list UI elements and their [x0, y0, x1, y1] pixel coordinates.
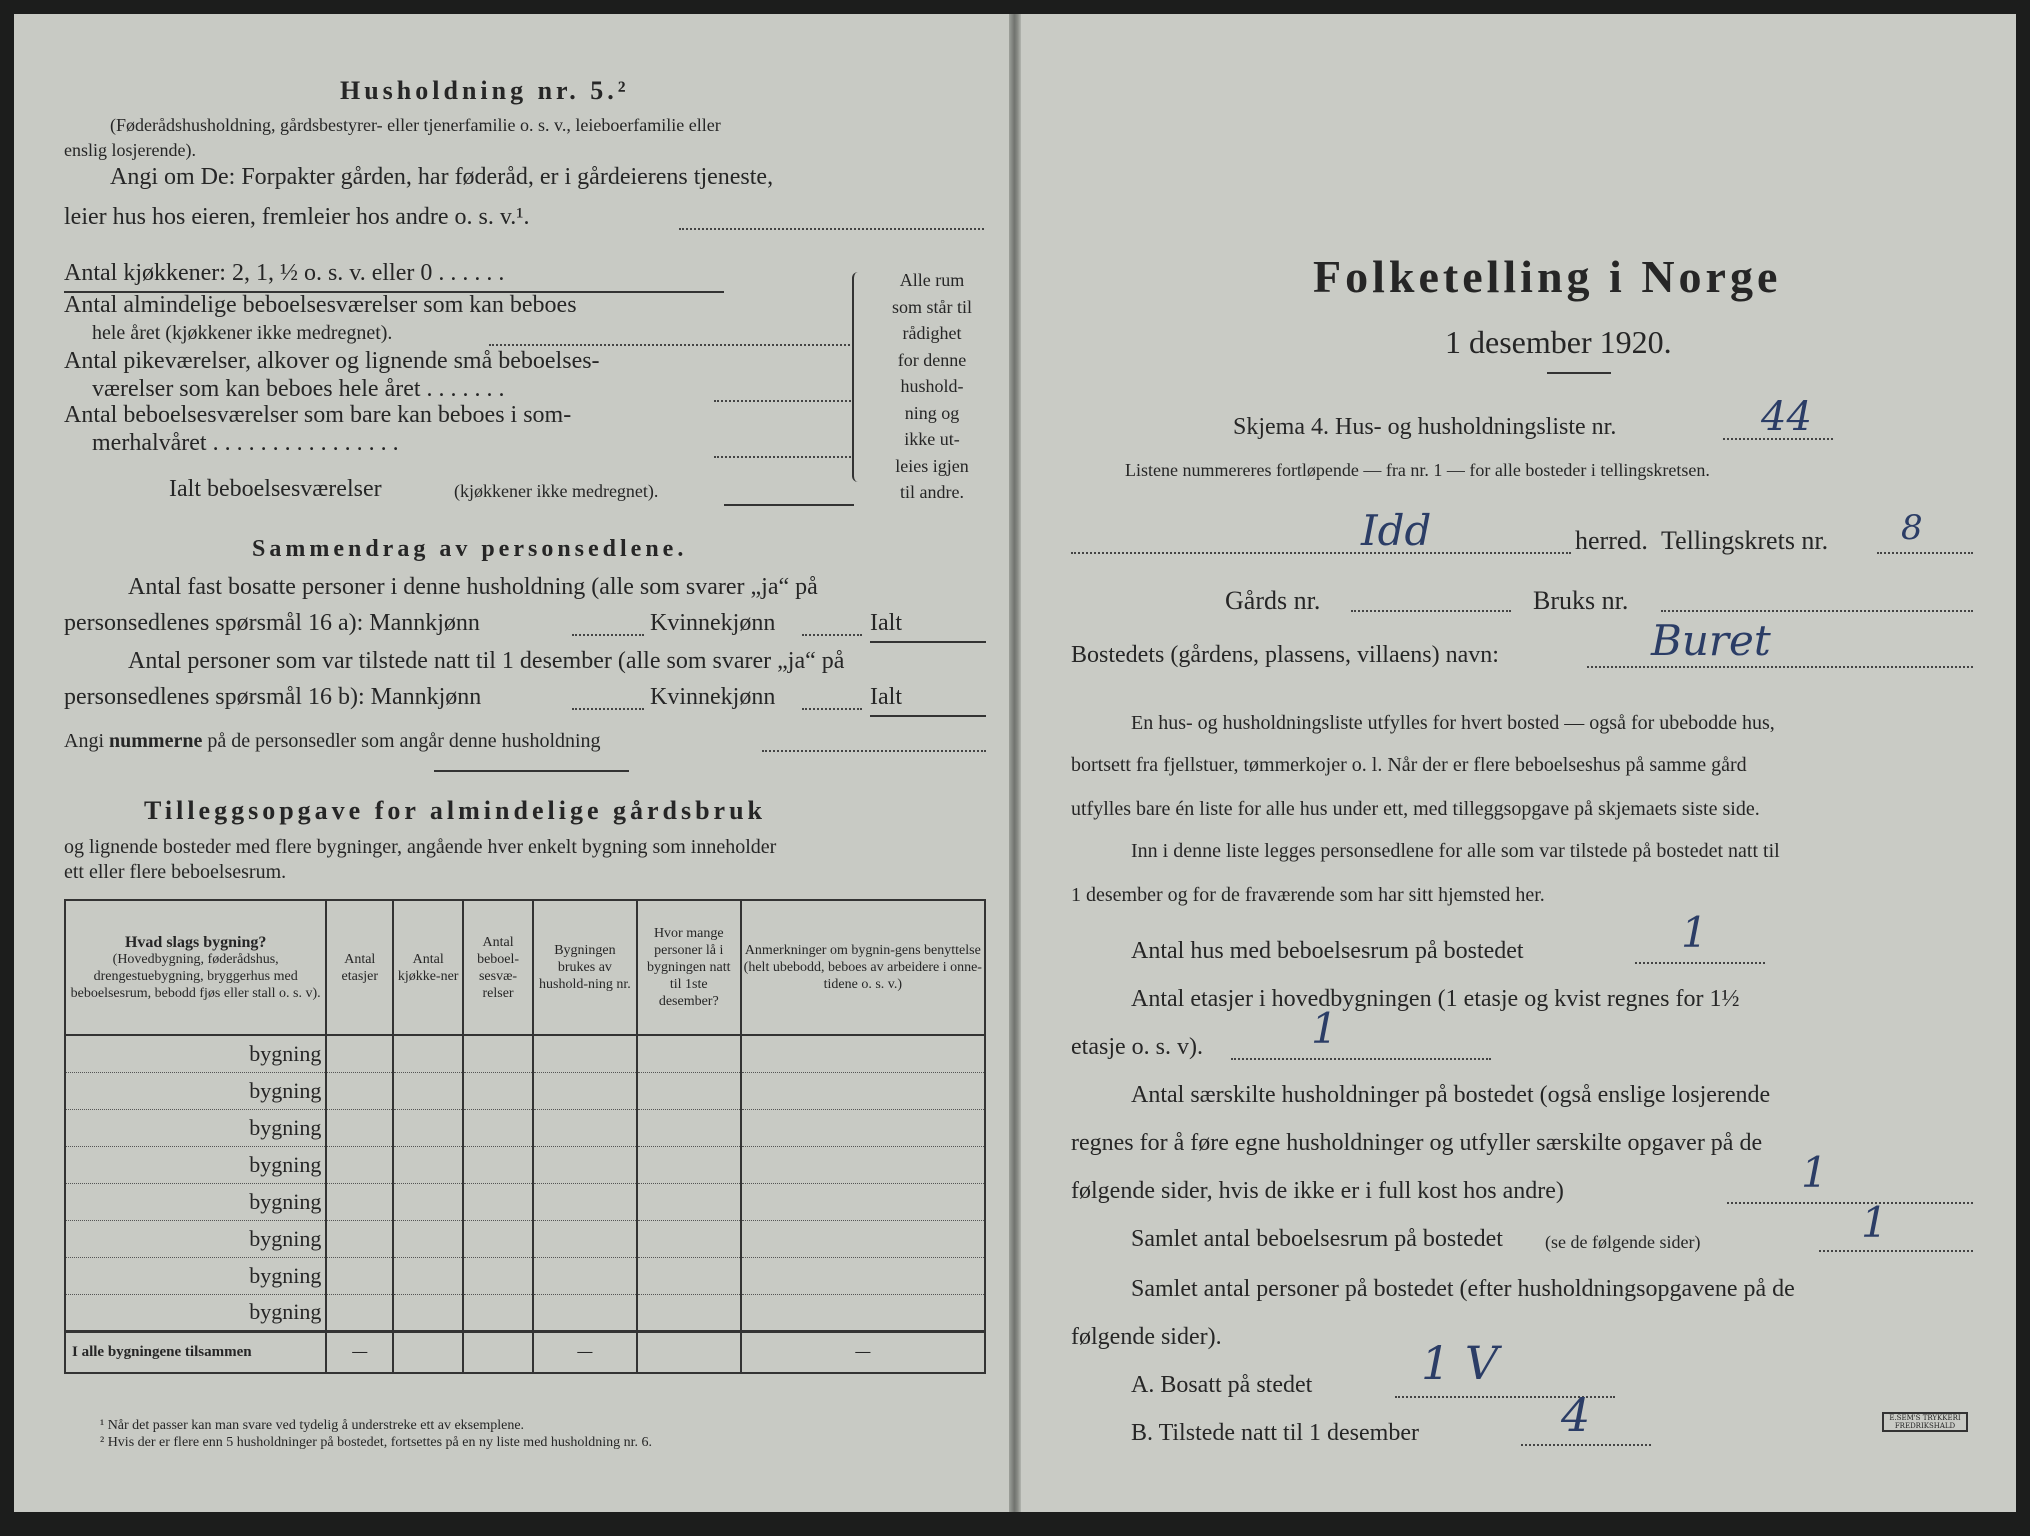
table-cell[interactable]: [463, 1109, 533, 1146]
brace-note-line: ning og: [904, 402, 960, 423]
table-cell[interactable]: [326, 1146, 393, 1183]
herred-field[interactable]: [1071, 552, 1571, 554]
total-etasjer: —: [326, 1331, 393, 1373]
building-type-cell: bygning: [65, 1035, 326, 1072]
table-cell[interactable]: [741, 1146, 985, 1183]
table-cell[interactable]: [637, 1072, 741, 1109]
table-cell[interactable]: [637, 1146, 741, 1183]
total-kjokkener[interactable]: [393, 1331, 463, 1373]
table-cell[interactable]: [741, 1109, 985, 1146]
fast-ialt-label: Ialt: [870, 610, 902, 636]
table-cell[interactable]: [393, 1294, 463, 1331]
tilst-mann-field[interactable]: [572, 708, 644, 710]
tilstede-value: 4: [1561, 1388, 1591, 1442]
household-subtitle-2: enslig losjerende).: [64, 140, 196, 160]
brace-note-line: til andre.: [900, 482, 964, 502]
instr-line-3: utfylles bare én liste for alle hus under ett, med tilleggsopgave på skjemaets siste side.: [1071, 798, 1760, 820]
total-anm: —: [741, 1331, 985, 1373]
table-cell[interactable]: [393, 1109, 463, 1146]
pike-label-1: Antal pikeværelser, alkover og lignende små beboelses-: [64, 348, 600, 374]
hus-field[interactable]: [1635, 962, 1765, 964]
col-type: Hvad slags bygning? (Hovedbygning, føderådshus, drengestuebygning, bryggerhus med beboelsesrum, bebodd fjøs eller stall o. s. v).: [65, 900, 326, 1035]
etasjer-value: 1: [1311, 1004, 1338, 1053]
table-row: [65, 1035, 985, 1072]
nummer-field[interactable]: [762, 750, 986, 752]
col-etasjer: Antal etasjer: [326, 900, 393, 1035]
table-cell[interactable]: [637, 1220, 741, 1257]
herred-value: Idd: [1361, 506, 1432, 555]
col-kjokkener: Antal kjøkke-ner: [393, 900, 463, 1035]
table-cell[interactable]: [741, 1072, 985, 1109]
fast-kvinne-label: Kvinnekjønn: [650, 610, 776, 636]
tilst-ialt-field[interactable]: [870, 715, 986, 717]
samlet-rum-note: (se de følgende sider): [1545, 1232, 1701, 1252]
herred-label: herred.: [1575, 526, 1648, 555]
title-rule: [1547, 372, 1611, 374]
building-type-cell: bygning: [65, 1220, 326, 1257]
krets-field[interactable]: [1877, 552, 1973, 554]
table-cell[interactable]: [393, 1257, 463, 1294]
brace: [852, 272, 864, 482]
household-subtitle-1: (Føderådshusholdning, gårdsbestyrer- eller tjenerfamilie o. s. v., leieboerfamilie eller: [110, 115, 721, 135]
table-row: [65, 1146, 985, 1183]
table-row: [65, 1183, 985, 1220]
footnote-1: ¹ Når det passer kan man svare ved tydelig å understreke ett av eksemplene.: [100, 1418, 525, 1433]
table-cell[interactable]: [393, 1220, 463, 1257]
krets-label: Tellingskrets nr.: [1661, 526, 1829, 555]
saer-line-2: regnes for å føre egne husholdninger og utfyller særskilte opgaver på de: [1071, 1130, 1763, 1156]
building-type-cell: bygning: [65, 1257, 326, 1294]
brace-note-line: Alle rum: [899, 270, 965, 290]
hus-label: Antal hus med beboelsesrum på bostedet: [1131, 938, 1524, 964]
bosatt-label: A. Bosatt på stedet: [1131, 1372, 1313, 1398]
table-cell[interactable]: [533, 1183, 637, 1220]
table-cell[interactable]: [326, 1109, 393, 1146]
tilst-line-1: Antal personer som var tilstede natt til 1 desember (alle som svarer „ja“ på: [128, 648, 845, 674]
census-date: 1 desember 1920.: [1445, 324, 1672, 360]
printer-stamp: E.SEM'S TRYKKERI FREDRIKSHALD: [1882, 1412, 1968, 1432]
household-title: Husholdning nr. 5.²: [340, 76, 630, 105]
building-type-cell: bygning: [65, 1183, 326, 1220]
table-cell[interactable]: [741, 1294, 985, 1331]
tillegg-line-1: og lignende bosteder med flere bygninger, angående hver enkelt bygning som inneholder: [64, 836, 777, 858]
brace-note-line: for denne: [897, 349, 967, 370]
nummer-line: Angi nummerne på de personsedler som angår denne husholdning: [64, 730, 601, 752]
sommer-label-2: merhalvåret . . . . . . . . . . . . . . . .: [92, 430, 399, 456]
listene-note: Listene nummereres fortløpende — fra nr. 1 — for alle bosteder i tellingskretsen.: [1125, 460, 1710, 480]
alm-label-2: hele året (kjøkkener ikke medregnet).: [92, 322, 393, 344]
table-row: [65, 1220, 985, 1257]
table-row: [65, 1294, 985, 1331]
skjema-label: Skjema 4. Hus- og husholdningsliste nr.: [1233, 414, 1617, 440]
table-cell[interactable]: [637, 1109, 741, 1146]
inn-line-2: 1 desember og for de fraværende som har sitt hjemsted her.: [1071, 884, 1545, 906]
saer-field[interactable]: [1727, 1202, 1973, 1204]
table-cell[interactable]: [326, 1183, 393, 1220]
table-cell[interactable]: [326, 1072, 393, 1109]
census-spread: [14, 14, 2016, 1512]
table-cell[interactable]: [463, 1146, 533, 1183]
pike-field[interactable]: [714, 400, 854, 402]
table-cell[interactable]: [533, 1294, 637, 1331]
total-brukes: —: [533, 1331, 637, 1373]
skjema-value: 44: [1761, 394, 1812, 440]
table-cell[interactable]: [637, 1183, 741, 1220]
table-cell[interactable]: [533, 1109, 637, 1146]
samlet-rum-field[interactable]: [1819, 1250, 1973, 1252]
angi-field[interactable]: [679, 228, 984, 230]
alm-label-1: Antal almindelige beboelsesværelser som kan beboes: [64, 292, 577, 318]
table-cell[interactable]: [533, 1257, 637, 1294]
etasjer-line-2: etasje o. s. v).: [1071, 1034, 1203, 1060]
angi-line-1: Angi om De: Forpakter gården, har føderåd, er i gårdeierens tjeneste,: [110, 164, 774, 190]
saer-line-3: følgende sider, hvis de ikke er i full kost hos andre): [1071, 1178, 1564, 1204]
tillegg-title: Tilleggsopgave for almindelige gårdsbruk: [144, 796, 767, 825]
fast-kvinne-field[interactable]: [802, 634, 862, 636]
table-cell[interactable]: [463, 1220, 533, 1257]
ialt-note: (kjøkkener ikke medregnet).: [454, 481, 659, 501]
bosted-value: Buret: [1651, 616, 1771, 665]
table-cell[interactable]: [393, 1035, 463, 1072]
pike-label-2: værelser som kan beboes hele året . . . . . . .: [92, 376, 505, 402]
inn-line-1: Inn i denne liste legges personsedlene for alle som var tilstede på bostedet natt til: [1131, 840, 1780, 862]
alm-field[interactable]: [489, 344, 854, 346]
table-cell[interactable]: [463, 1035, 533, 1072]
table-cell[interactable]: [637, 1035, 741, 1072]
building-type-cell: bygning: [65, 1294, 326, 1331]
bruks-label: Bruks nr.: [1533, 586, 1629, 615]
saer-value: 1: [1801, 1148, 1828, 1197]
brace-note-line: som står til: [892, 296, 972, 317]
table-cell[interactable]: [463, 1072, 533, 1109]
table-cell[interactable]: [741, 1220, 985, 1257]
samlet-pers-line-2: følgende sider).: [1071, 1324, 1222, 1350]
instr-line-2: bortsett fra fjellstuer, tømmerkojer o. l. Når der er flere beboelseshus på samme gård: [1071, 754, 1747, 776]
col-vaerelser: Antal beboel-sesvæ-relser: [463, 900, 533, 1035]
kjokkener-label: Antal kjøkkener: 2, 1, ½ o. s. v. eller 0 . . . . . .: [64, 260, 505, 286]
saer-line-1: Antal særskilte husholdninger på bostedet (også enslige losjerende: [1131, 1082, 1771, 1108]
building-type-cell: bygning: [65, 1146, 326, 1183]
table-cell[interactable]: [463, 1257, 533, 1294]
gards-label: Gårds nr.: [1225, 586, 1321, 615]
instr-line-1: En hus- og husholdningsliste utfylles for hvert bosted — også for ubebodde hus,: [1131, 712, 1775, 734]
section-rule: [434, 770, 629, 772]
table-cell[interactable]: [393, 1183, 463, 1220]
etasjer-field[interactable]: [1231, 1058, 1491, 1060]
table-cell[interactable]: [326, 1220, 393, 1257]
ialt-field[interactable]: [724, 504, 854, 506]
fast-mann-field[interactable]: [572, 634, 644, 636]
tilstede-label: B. Tilstede natt til 1 desember: [1131, 1420, 1419, 1446]
gards-field[interactable]: [1351, 610, 1511, 612]
tillegg-line-2: ett eller flere beboelsesrum.: [64, 861, 287, 883]
total-vaerelser[interactable]: [463, 1331, 533, 1373]
tilst-ialt-label: Ialt: [870, 684, 902, 710]
building-type-cell: bygning: [65, 1109, 326, 1146]
brace-note-line: hushold-: [900, 376, 964, 396]
summary-title: Sammendrag av personsedlene.: [252, 536, 688, 562]
brace-note-line: rådighet: [902, 323, 962, 343]
hus-value: 1: [1681, 908, 1708, 957]
table-cell[interactable]: [741, 1257, 985, 1294]
table-row: [65, 1072, 985, 1109]
census-title: Folketelling i Norge: [1313, 251, 1782, 302]
samlet-rum-label: Samlet antal beboelsesrum på bostedet: [1131, 1226, 1503, 1252]
brace-note-line: ikke ut-: [904, 429, 960, 449]
bosted-label: Bostedets (gårdens, plassens, villaens) navn:: [1071, 642, 1499, 668]
fast-line-2: personsedlenes spørsmål 16 a): Mannkjønn: [64, 610, 480, 636]
table-cell[interactable]: [533, 1072, 637, 1109]
sommer-field[interactable]: [714, 456, 854, 458]
table-cell[interactable]: [741, 1035, 985, 1072]
left-page: [14, 14, 1009, 1512]
right-page: [1021, 14, 2016, 1512]
krets-value: 8: [1901, 508, 1923, 548]
table-cell[interactable]: [463, 1183, 533, 1220]
samlet-pers-line-1: Samlet antal personer på bostedet (efter husholdningsopgavene på de: [1131, 1276, 1795, 1302]
etasjer-line-1: Antal etasjer i hovedbygningen (1 etasje og kvist regnes for 1½: [1131, 986, 1740, 1012]
total-personer[interactable]: [637, 1331, 741, 1373]
table-header-row: [65, 900, 985, 1035]
sommer-label-1: Antal beboelsesværelser som bare kan beboes i som-: [64, 402, 572, 428]
table-cell[interactable]: [463, 1294, 533, 1331]
brace-note-line: leies igjen: [895, 455, 969, 476]
tilst-line-2: personsedlenes spørsmål 16 b): Mannkjønn: [64, 684, 482, 710]
book-gutter: [1009, 14, 1021, 1512]
tilst-kvinne-field[interactable]: [802, 708, 862, 710]
table-cell[interactable]: [326, 1035, 393, 1072]
buildings-table: [64, 899, 986, 1374]
ialt-label: Ialt beboelsesværelser: [169, 476, 382, 502]
col-anmerkninger: Anmerkninger om bygnin-gens benyttelse (helt ubebodd, beboes av arbeidere i onne-tidene o. s. v.): [741, 900, 985, 1035]
angi-line-2: leier hus hos eieren, fremleier hos andre o. s. v.¹.: [64, 204, 530, 230]
table-cell[interactable]: [326, 1294, 393, 1331]
building-type-cell: bygning: [65, 1072, 326, 1109]
table-row: [65, 1109, 985, 1146]
table-cell[interactable]: [741, 1183, 985, 1220]
table-cell[interactable]: [393, 1146, 463, 1183]
table-cell[interactable]: [637, 1294, 741, 1331]
tilstede-field[interactable]: [1521, 1444, 1651, 1446]
table-row: [65, 1257, 985, 1294]
table-cell[interactable]: [393, 1072, 463, 1109]
tilst-kvinne-label: Kvinnekjønn: [650, 684, 776, 710]
table-cell[interactable]: [326, 1257, 393, 1294]
total-label: I alle bygningene tilsammen: [65, 1331, 326, 1373]
bruks-field[interactable]: [1661, 610, 1973, 612]
fast-ialt-field[interactable]: [870, 641, 986, 643]
table-cell[interactable]: [533, 1146, 637, 1183]
table-total-row: [65, 1331, 985, 1373]
footnote-2: ² Hvis der er flere enn 5 husholdninger på bostedet, fortsettes på en ny liste med husholdning nr. 6.: [100, 1435, 653, 1450]
table-cell[interactable]: [533, 1220, 637, 1257]
bosted-field[interactable]: [1587, 666, 1973, 668]
fast-line-1: Antal fast bosatte personer i denne husholdning (alle som svarer „ja“ på: [128, 574, 818, 600]
col-personer: Hvor mange personer lå i bygningen natt til 1ste desember?: [637, 900, 741, 1035]
table-cell[interactable]: [637, 1257, 741, 1294]
col-brukes: Bygningen brukes av hushold-ning nr.: [533, 900, 637, 1035]
samlet-rum-value: 1: [1861, 1198, 1888, 1247]
table-cell[interactable]: [533, 1035, 637, 1072]
bosatt-value: 1 V: [1421, 1336, 1499, 1390]
